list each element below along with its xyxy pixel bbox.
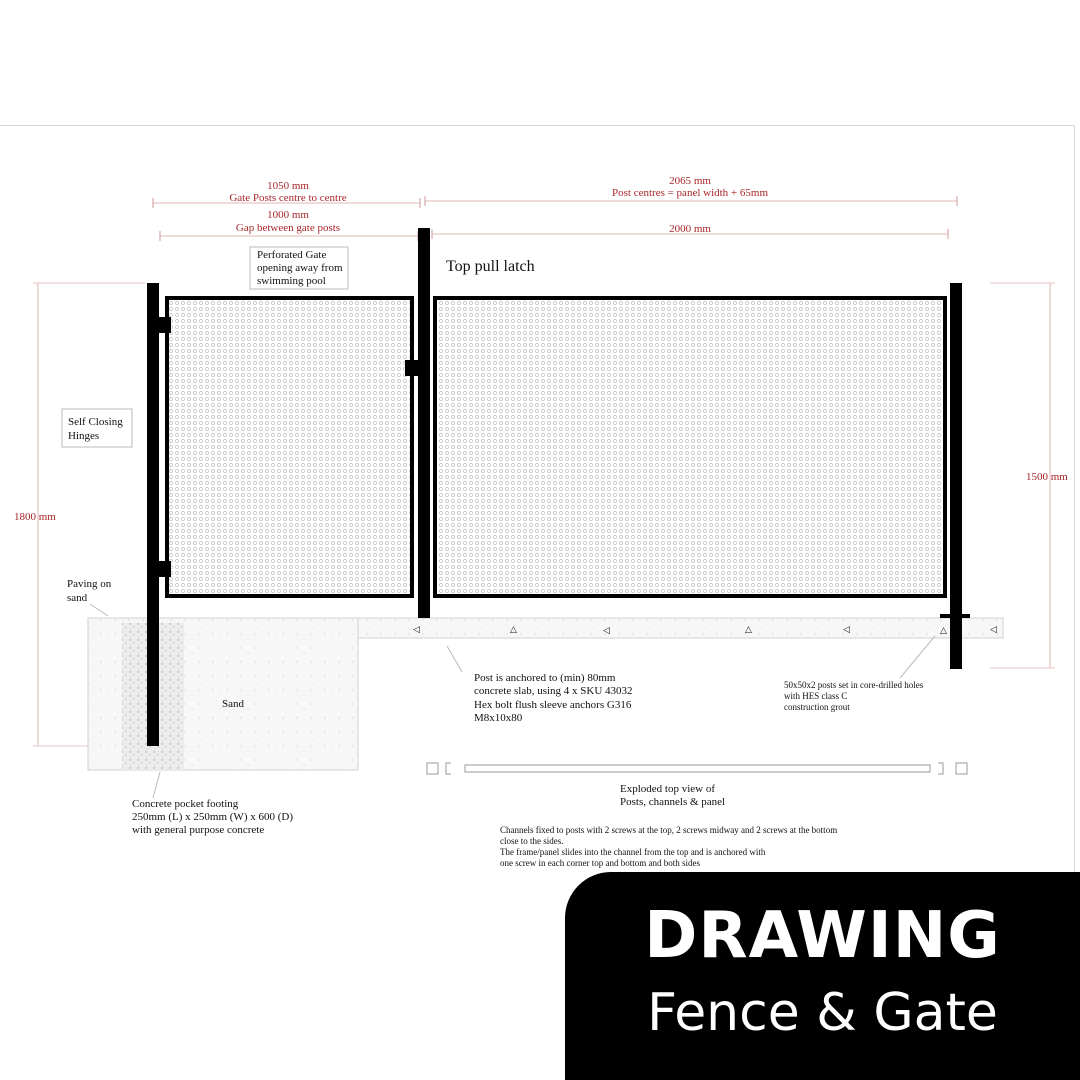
drawing-sheet [0,125,1075,961]
dimension-gate-gap [160,209,418,241]
hinge-bottom-icon [157,561,171,577]
gate-gap-label: Gap between gate posts [235,222,341,234]
posts-set-label [784,636,935,712]
dimension-post-centres [425,175,957,206]
svg-text:construction grout: construction grout [784,702,850,712]
svg-text:Concrete pocket footing: Concrete pocket footing [132,798,239,810]
svg-text:concrete slab, using 4 x SKU 4: concrete slab, using 4 x SKU 43032 [474,685,633,697]
svg-text:Hex bolt flush sleeve anchors: Hex bolt flush sleeve anchors G316 [474,699,632,711]
gate-panel [167,298,412,596]
gate-gap-value: 1000 mm [267,209,309,221]
svg-text:50x50x2 posts set in core-dril: 50x50x2 posts set in core-drilled holes [784,680,924,690]
svg-text:△: △ [940,625,947,635]
hinge-post [147,283,159,746]
svg-text:◁: ◁ [990,624,997,634]
svg-text:△: △ [510,624,517,634]
svg-text:◁: ◁ [413,624,420,634]
svg-text:with general purpose concrete: with general purpose concrete [132,824,265,836]
svg-text:with HES class C: with HES class C [784,691,848,701]
perforated-gate-label [250,247,348,289]
top-pull-latch-label: Top pull latch [446,258,535,275]
channel-notes [500,825,837,868]
svg-text:Hinges: Hinges [68,430,100,442]
paving-label [67,578,112,616]
self-closing-hinges-label [62,409,132,447]
total-height-value: 1800 mm [14,511,56,523]
svg-text:Post is anchored to (min) 80mm: Post is anchored to (min) 80mm [474,672,616,684]
post-anchor-label [447,646,633,724]
drawing-badge [565,872,1080,1080]
latch-icon [405,360,419,376]
svg-text:Paving on: Paving on [67,578,112,590]
post-centres-label: Post centres = panel width + 65mm [612,187,768,199]
svg-text:△: △ [745,624,752,634]
svg-text:Channels fixed to posts with 2: Channels fixed to posts with 2 screws at the top, 2 screws midway and 2 screws at the bottom [500,825,838,835]
svg-text:Exploded top view of: Exploded top view of [620,783,716,795]
panel-height-value: 1500 mm [1026,471,1068,483]
dimension-panel-height [990,283,1068,668]
svg-text:The frame/panel slides into th: The frame/panel slides into the channel from the top and is anchored with [500,847,766,857]
dimension-gate-post-centres [153,180,420,208]
dimension-panel-width [432,223,948,239]
gate-post-centres-value: 1050 mm [267,180,309,192]
concrete-slab [358,618,1003,638]
gate-post-centres-label: Gate Posts centre to centre [229,192,347,204]
latch-post [418,228,430,618]
concrete-footing-label [132,772,293,836]
svg-text:M8x10x80: M8x10x80 [474,712,523,724]
badge-subtitle: Fence & Gate [647,983,998,1043]
svg-text:250mm (L) x 250mm (W) x 600 (D: 250mm (L) x 250mm (W) x 600 (D) [132,811,293,823]
svg-text:opening away from: opening away from [257,262,343,274]
svg-text:◁: ◁ [843,624,850,634]
sand-label: Sand [222,698,244,710]
hinge-top-icon [157,317,171,333]
svg-text:Posts, channels & panel: Posts, channels & panel [620,796,726,808]
svg-text:Self Closing: Self Closing [68,416,123,428]
fence-panel [435,298,945,596]
end-post-base-plate [940,614,970,618]
exploded-view-label [620,783,725,808]
svg-text:Perforated Gate: Perforated Gate [257,249,327,261]
end-post [950,283,962,669]
exploded-top-view [427,763,967,774]
fence-gate-drawing [0,126,1074,961]
svg-text:one screw in each corner top a: one screw in each corner top and bottom and both sides [500,858,700,868]
svg-text:◁: ◁ [603,625,610,635]
svg-text:swimming pool: swimming pool [257,275,326,287]
badge-title: DRAWING [644,899,1001,973]
panel-width-value: 2000 mm [669,223,711,235]
svg-text:sand: sand [67,592,88,604]
svg-text:close to the sides.: close to the sides. [500,836,564,846]
post-centres-value: 2065 mm [669,175,711,187]
